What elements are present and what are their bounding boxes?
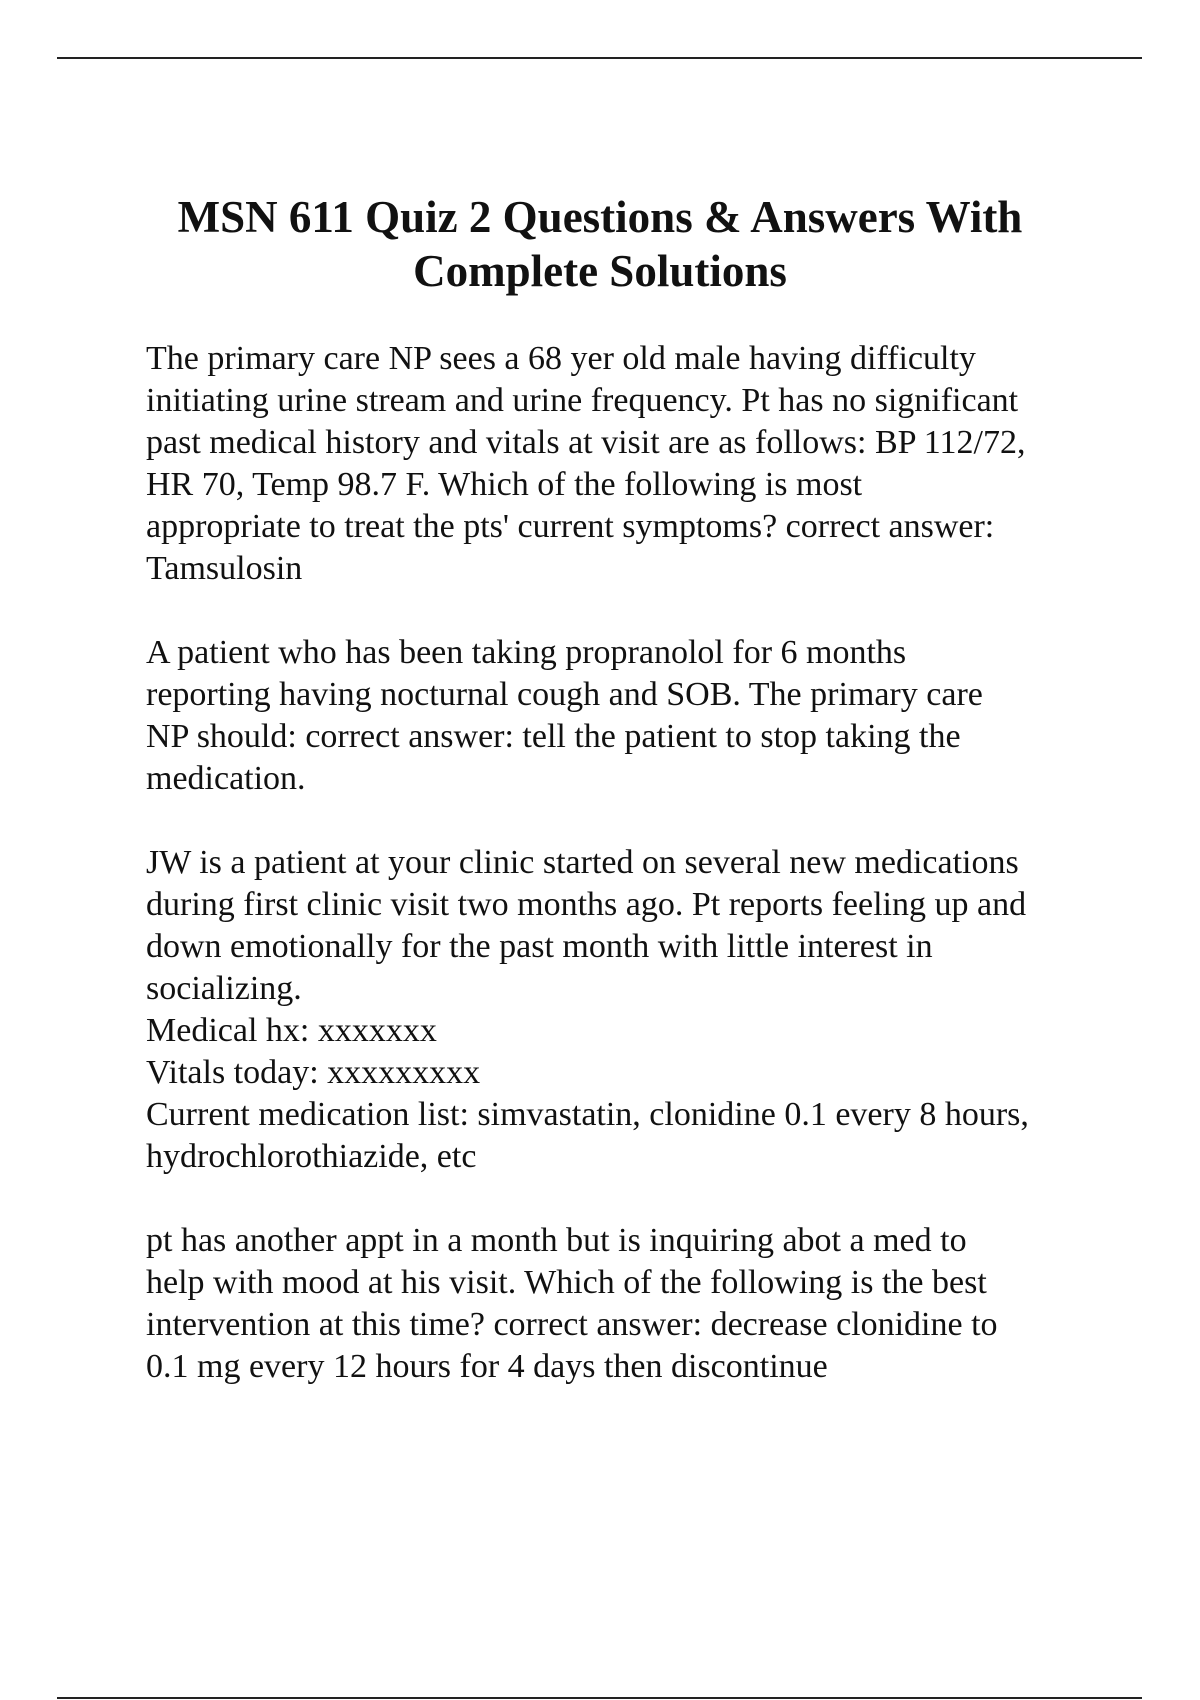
text-line: Medical hx: xxxxxxx bbox=[146, 1012, 437, 1049]
text-line: pt has another appt in a month but is inquiring abot a med to bbox=[146, 1222, 967, 1259]
text-line: down emotionally for the past month with little interest in bbox=[146, 928, 933, 965]
question-paragraph-3 bbox=[146, 842, 1096, 1178]
text-line: intervention at this time? correct answer: decrease clonidine to bbox=[146, 1306, 998, 1343]
bottom-divider bbox=[57, 1697, 1142, 1699]
document-title bbox=[130, 190, 1070, 298]
text-line: JW is a patient at your clinic started on several new medications bbox=[146, 844, 1019, 881]
text-line: reporting having nocturnal cough and SOB. The primary care bbox=[146, 676, 983, 713]
text-line: socializing. bbox=[146, 970, 302, 1007]
text-line: Tamsulosin bbox=[146, 550, 303, 587]
text-line: hydrochlorothiazide, etc bbox=[146, 1138, 477, 1175]
text-line: Current medication list: simvastatin, clonidine 0.1 every 8 hours, bbox=[146, 1096, 1029, 1133]
text-line: help with mood at his visit. Which of the following is the best bbox=[146, 1264, 987, 1301]
text-line: A patient who has been taking propranolol for 6 months bbox=[146, 634, 907, 671]
text-line: The primary care NP sees a 68 yer old male having difficulty bbox=[146, 340, 976, 377]
question-paragraph-1 bbox=[146, 338, 1096, 590]
text-line: medication. bbox=[146, 760, 306, 797]
text-line: past medical history and vitals at visit are as follows: BP 112/72, bbox=[146, 424, 1026, 461]
title-line-1: MSN 611 Quiz 2 Questions & Answers With bbox=[177, 192, 1023, 242]
top-divider bbox=[57, 57, 1142, 59]
title-line-2: Complete Solutions bbox=[413, 246, 787, 296]
text-line: HR 70, Temp 98.7 F. Which of the following is most bbox=[146, 466, 863, 503]
text-line: 0.1 mg every 12 hours for 4 days then discontinue bbox=[146, 1348, 828, 1385]
text-line: initiating urine stream and urine frequency. Pt has no significant bbox=[146, 382, 1019, 419]
text-line: NP should: correct answer: tell the patient to stop taking the bbox=[146, 718, 961, 755]
text-line: Vitals today: xxxxxxxxx bbox=[146, 1054, 481, 1091]
document-body bbox=[146, 338, 1096, 1430]
text-line: appropriate to treat the pts' current symptoms? correct answer: bbox=[146, 508, 995, 545]
text-line: during first clinic visit two months ago. Pt reports feeling up and bbox=[146, 886, 1027, 923]
question-paragraph-4 bbox=[146, 1220, 1096, 1388]
question-paragraph-2 bbox=[146, 632, 1096, 800]
